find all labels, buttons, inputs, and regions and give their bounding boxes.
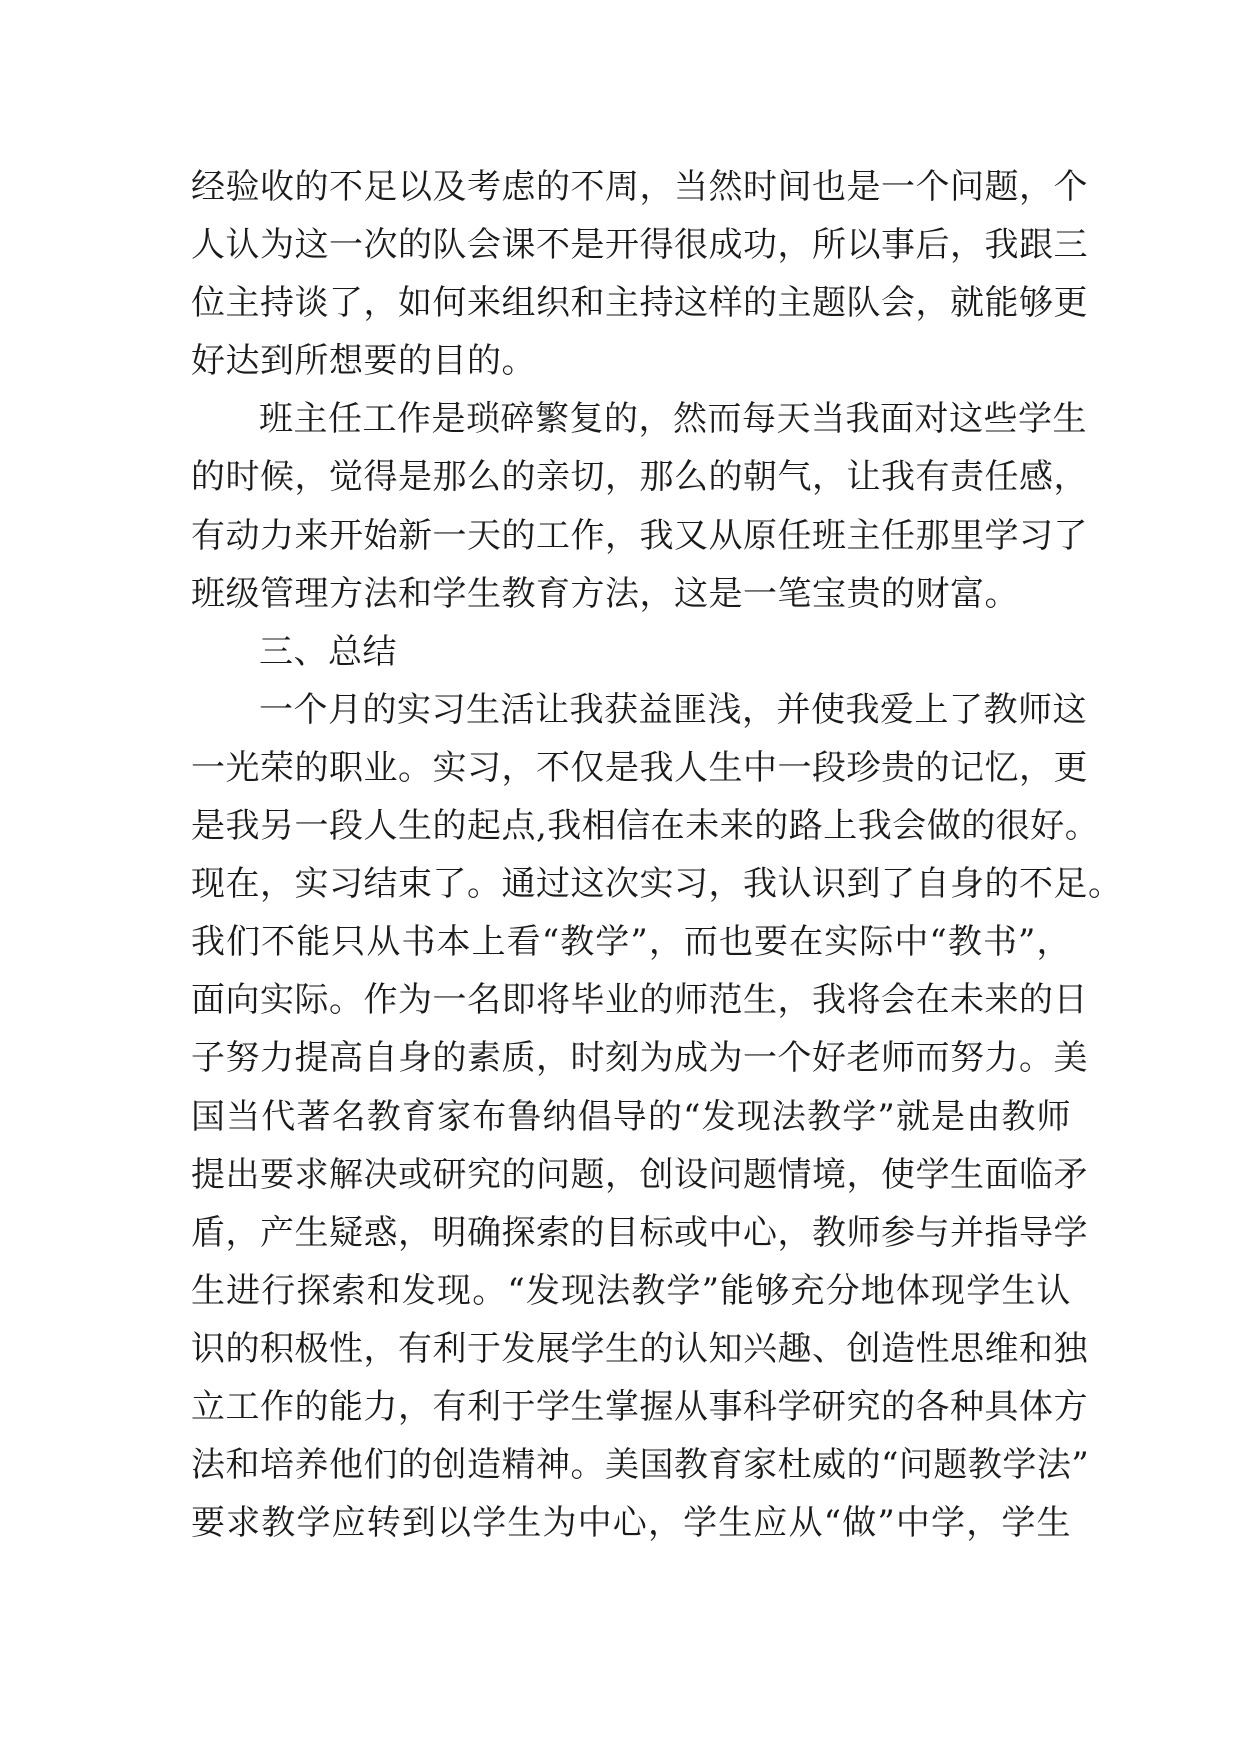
text-line: 是我另一段人生的起点,我相信在未来的路上我会做的很好。 <box>191 806 1100 847</box>
text-line: 我们不能只从书本上看“教学”，而也要在实际中“教书”， <box>191 922 1071 963</box>
text-line: 盾，产生疑惑，明确探索的目标或中心，教师参与并指导学 <box>191 1212 1088 1253</box>
text-line: 一个月的实习生活让我获益匪浅，并使我爱上了教师这 <box>259 689 1087 730</box>
text-line: 国当代著名教育家布鲁纳倡导的“发现法教学”就是由教师 <box>191 1096 1071 1137</box>
text-line: 好达到所想要的目的。 <box>191 341 536 382</box>
text-line: 一光荣的职业。实习，不仅是我人生中一段珍贵的记忆，更 <box>191 747 1088 788</box>
text-line: 班主任工作是琐碎繁复的，然而每天当我面对这些学生 <box>259 399 1087 440</box>
text-line: 的时候，觉得是那么的亲切，那么的朝气，让我有责任感， <box>191 457 1088 498</box>
text-line: 生进行探索和发现。“发现法教学”能够充分地体现学生认 <box>191 1270 1071 1311</box>
text-line: 位主持谈了，如何来组织和主持这样的主题队会，就能够更 <box>191 283 1088 324</box>
text-line: 人认为这一次的队会课不是开得很成功，所以事后，我跟三 <box>191 225 1088 266</box>
text-line: 立工作的能力，有利于学生掌握从事科学研究的各种具体方 <box>191 1386 1088 1427</box>
text-line: 提出要求解决或研究的问题，创设问题情境，使学生面临矛 <box>191 1154 1088 1195</box>
text-line: 识的积极性，有利于发展学生的认知兴趣、创造性思维和独 <box>191 1328 1088 1369</box>
text-line: 有动力来开始新一天的工作，我又从原任班主任那里学习了 <box>191 515 1088 556</box>
text-line: 法和培养他们的创造精神。美国教育家杜威的“问题教学法” <box>191 1445 1090 1486</box>
text-line: 三、总结 <box>259 631 397 672</box>
text-line: 现在，实习结束了。通过这次实习，我认识到了自身的不足。 <box>191 864 1123 905</box>
text-line: 面向实际。作为一名即将毕业的师范生，我将会在未来的日 <box>191 980 1088 1021</box>
body-text <box>191 158 1123 1552</box>
text-line: 子努力提高自身的素质，时刻为成为一个好老师而努力。美 <box>191 1038 1088 1079</box>
text-line: 经验收的不足以及考虑的不周，当然时间也是一个问题，个 <box>191 167 1088 207</box>
text-line: 要求教学应转到以学生为中心，学生应从“做”中学，学生 <box>191 1503 1071 1544</box>
text-line: 班级管理方法和学生教育方法，这是一笔宝贵的财富。 <box>191 573 1019 614</box>
